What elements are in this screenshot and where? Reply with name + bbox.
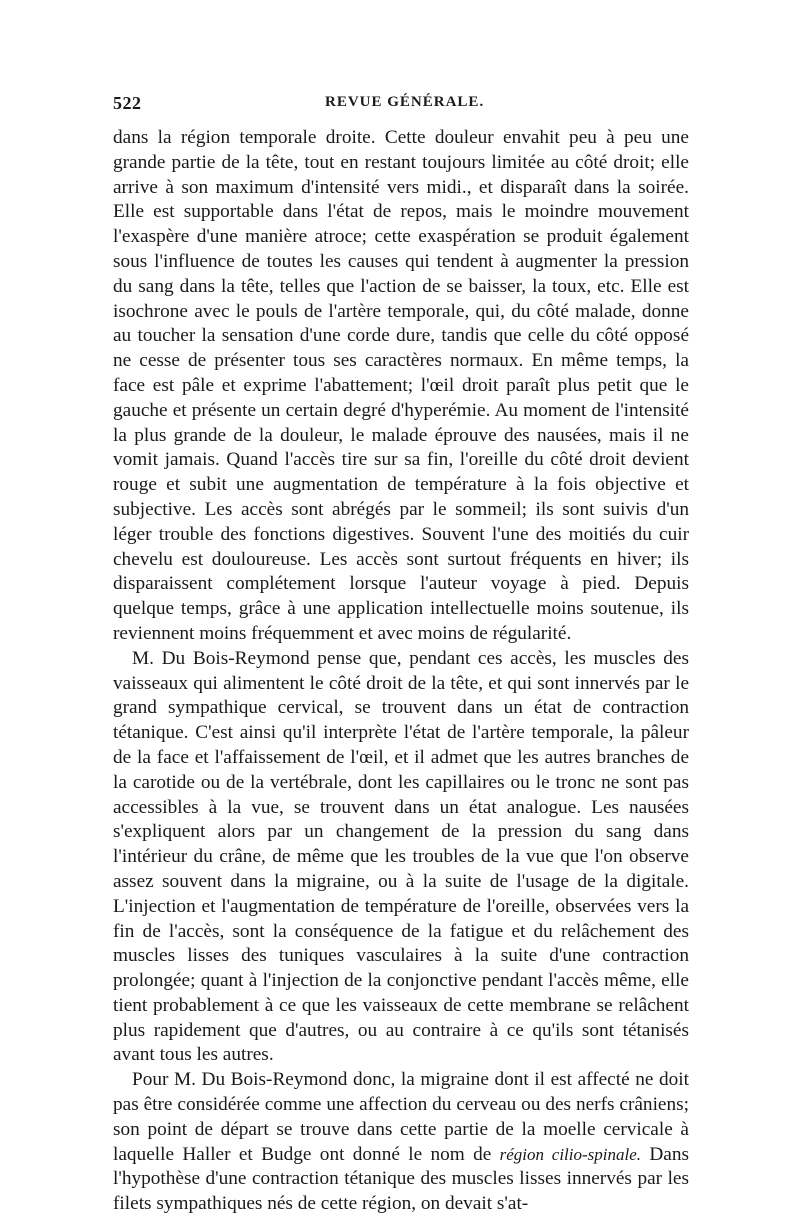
paragraph-3-text-after: Dans l'hypothèse d'une contraction tétanique des muscles lisses innervés par les filets sympathiques nés de cette région, on devait s'at- [113, 1143, 689, 1215]
paragraph-2: M. Du Bois-Reymond pense que, pendant ces accès, les muscles des vaisseaux qui alimentent le côté droit de la tête, et qui sont innervés par le grand sympathique cervical, se trouvent dans un état de contraction tétanique. C'est ainsi qu'il interprète l'état de l'artère temporale, la pâleur de la face et l'affaissement de l'œil, et il admet que les autres branches de la carotide ou de la vertébrale, dont les capillaires ou le tronc ne sont pas accessibles à la vue, se trouvent dans un état analogue. Les nausées s'expliquent alors par un changement de la pression du sang dans l'intérieur du crâne, de même que les troubles de la vue que l'on observe assez souvent dans la migraine, ou à la suite de l'usage de la digitale. L'injection et l'augmentation de température de l'oreille, observées vers la fin de l'accès, sont la conséquence de la fatigue et du relâchement des muscles lisses des tuniques vasculaires à la suite d'une contraction prolongée; quant à l'injection de la conjonctive pendant l'accès même, elle tient probablement à ce que les vaisseaux de cette membrane se relâchent plus rapidement que d'autres, ou au contraire à ce qu'ils sont tétanisés avant tous les autres. [113, 647, 689, 1066]
italic-term: région cilio-spinale. [499, 1144, 642, 1164]
paragraph-1: dans la région temporale droite. Cette douleur envahit peu à peu une grande partie de la tête, tout en restant toujours limitée au côté droit; elle arrive à son maximum d'intensité vers midi., et disparaît dans la soirée. Elle est supportable dans l'état de repos, mais le moindre mouvement l'exaspère d'une manière atroce; cette exaspération se produit également sous l'influence de toutes les causes qui tendent à augmenter la pression du sang dans la tête, telles que l'action de se baisser, la toux, etc. Elle est isochrone avec le pouls de l'artère temporale, qui, du côté malade, donne au toucher la sensation d'une corde dure, tandis que celle du côté opposé ne cesse de présenter tous ses caractères normaux. En même temps, la face est pâle et exprime l'abattement; l'œil droit paraît plus petit que le gauche et présente un certain degré d'hyperémie. Au moment de l'intensité la plus grande de la douleur, le malade éprouve des nausées, mais il ne vomit jamais. Quand l'accès tire sur sa fin, l'oreille du côté droit devient rouge et subit une augmentation de température à la fois objective et subjective. Les accès sont abrégés par le sommeil; ils sont suivis d'un léger trouble des fonctions digestives. Souvent l'une des moitiés du cuir chevelu est douloureuse. Les accès sont surtout fréquents en hiver; ils disparaissent complétement lorsque l'auteur voyage à pied. Depuis quelque temps, grâce à une application intellectuelle moins soutenue, ils reviennent moins fréquemment et avec moins de régularité. [113, 127, 689, 644]
page-number: 522 [113, 93, 142, 113]
running-head: REVUE GÉNÉRALE. [325, 94, 485, 110]
paragraph-3 [113, 1068, 689, 1217]
body-text [113, 126, 689, 1217]
page-header [113, 93, 689, 117]
paragraph-3-text-before: Pour M. Du Bois-Reymond donc, la migraine dont il est affecté ne doit pas être considérée comme une affection du cerveau ou des nerfs crâniens; son point de départ se trouve dans cette partie de la moelle cervicale à laquelle Haller et Budge ont donné le nom de [113, 1069, 689, 1165]
